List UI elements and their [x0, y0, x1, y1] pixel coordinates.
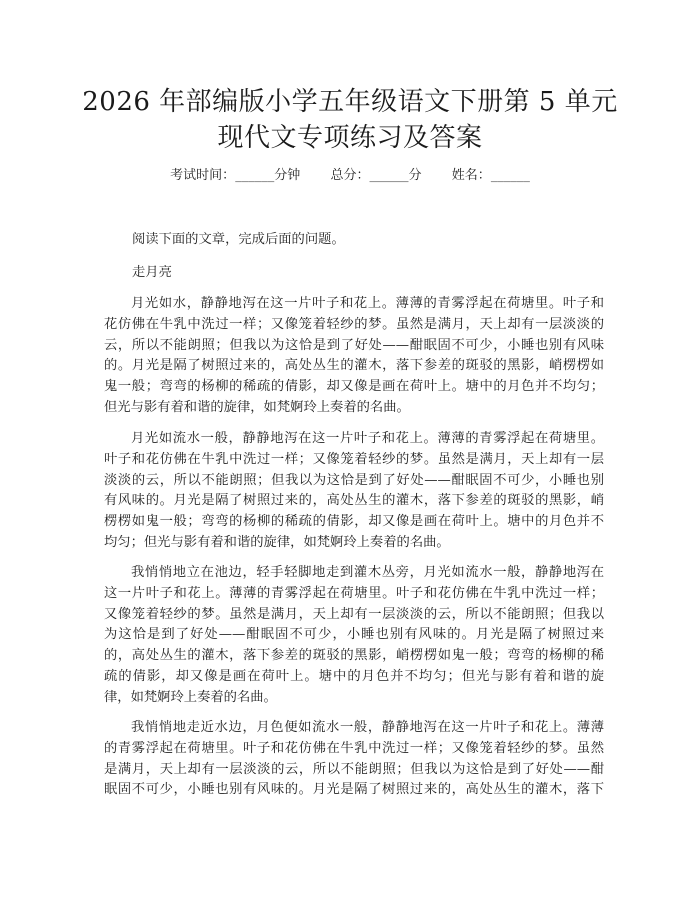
- paragraph-line: 是满月，天上却有一层淡淡的云，所以不能朗照；但我以为这恰是到了好处——酣: [104, 761, 604, 777]
- article-paragraph: [104, 563, 604, 709]
- exam-time-blank: ______: [235, 168, 275, 183]
- article-paragraph: [104, 294, 604, 419]
- paragraph-line: 花仿佛在牛乳中洗过一样；又像笼着轻纱的梦。虽然是满月，天上却有一层淡淡的: [104, 316, 604, 332]
- article-paragraph: [104, 718, 604, 801]
- exam-time-unit: 分钟: [274, 168, 301, 183]
- paragraph-line: 的。月光是隔了树照过来的，高处丛生的灌木，落下参差的斑驳的黑影，峭楞楞如: [104, 358, 604, 374]
- exam-score-label: 总分：: [330, 168, 370, 183]
- paragraph-line: 叶子和花仿佛在牛乳中洗过一样；又像笼着轻纱的梦。虽然是满月，天上却有一层: [104, 451, 604, 467]
- paragraph-line: 这一片叶子和花上。薄薄的青雾浮起在荷塘里。叶子和花仿佛在牛乳中洗过一样；: [104, 585, 604, 601]
- paragraph-line: 我悄悄地走近水边，月色便如流水一般，静静地泻在这一片叶子和花上。薄薄: [131, 720, 604, 735]
- paragraph-line: 我悄悄地立在池边，轻手轻脚地走到灌木丛旁，月光如流水一般，静静地泻在: [131, 565, 604, 580]
- paragraph-line: 云，所以不能朗照；但我以为这恰是到了好处——酣眠固不可少，小睡也别有风味: [104, 337, 604, 353]
- paragraph-line: 律，如梵婀玲上奏着的名曲。: [104, 689, 277, 705]
- reading-instruction: 阅读下面的文章，完成后面的问题。: [132, 232, 345, 247]
- paragraph-line: 的，高处丛生的灌木，落下参差的斑驳的黑影，峭楞楞如鬼一般；弯弯的杨柳的稀: [104, 648, 604, 664]
- article-paragraph: [104, 429, 604, 554]
- document-title-line-1: 2026 年部编版小学五年级语文下册第 5 单元: [82, 87, 618, 117]
- paragraph-line: 有风味的。月光是隔了树照过来的，高处丛生的灌木，落下参差的斑驳的黑影，峭: [104, 493, 604, 509]
- paragraph-line: 鬼一般；弯弯的杨柳的稀疏的倩影，却又像是画在荷叶上。塘中的月色并不均匀；: [104, 379, 604, 395]
- paragraph-line: 月光如水，静静地泻在这一片叶子和花上。薄薄的青雾浮起在荷塘里。叶子和: [131, 296, 604, 311]
- exam-info: [0, 166, 700, 186]
- paragraph-line: 均匀；但光与影有着和谐的旋律，如梵婀玲上奏着的名曲。: [104, 534, 450, 550]
- paragraph-line: 淡淡的云，所以不能朗照；但我以为这恰是到了好处——酣眠固不可少，小睡也别: [104, 472, 604, 488]
- paragraph-line: 又像笼着轻纱的梦。虽然是满月，天上却有一层淡淡的云，所以不能朗照；但我以: [104, 606, 604, 622]
- paragraph-line: 疏的倩影，却又像是画在荷叶上。塘中的月色并不均匀；但光与影有着和谐的旋: [104, 668, 604, 684]
- exam-time-label: 考试时间：: [170, 168, 236, 183]
- article-title: 走月亮: [132, 265, 172, 280]
- paragraph-line: 为这恰是到了好处——酣眠固不可少，小睡也别有风味的。月光是隔了树照过来: [104, 627, 604, 643]
- document-title-line-2: 现代文专项练习及答案: [217, 123, 483, 153]
- exam-score-blank: ______: [369, 168, 409, 183]
- exam-name-blank: ______: [490, 168, 530, 183]
- paragraph-line: 的青雾浮起在荷塘里。叶子和花仿佛在牛乳中洗过一样；又像笼着轻纱的梦。虽然: [104, 740, 604, 756]
- paragraph-line: 眠固不可少，小睡也别有风味的。月光是隔了树照过来的，高处丛生的灌木，落下: [104, 782, 604, 798]
- paragraph-line: 月光如流水一般，静静地泻在这一片叶子和花上。薄薄的青雾浮起在荷塘里。: [131, 431, 604, 446]
- exam-name-label: 姓名：: [451, 168, 491, 183]
- exam-score-unit: 分: [408, 168, 422, 183]
- paragraph-line: 但光与影有着和谐的旋律，如梵婀玲上奏着的名曲。: [104, 399, 410, 415]
- paragraph-line: 楞楞如鬼一般；弯弯的杨柳的稀疏的倩影，却又像是画在荷叶上。塘中的月色并不: [104, 514, 604, 530]
